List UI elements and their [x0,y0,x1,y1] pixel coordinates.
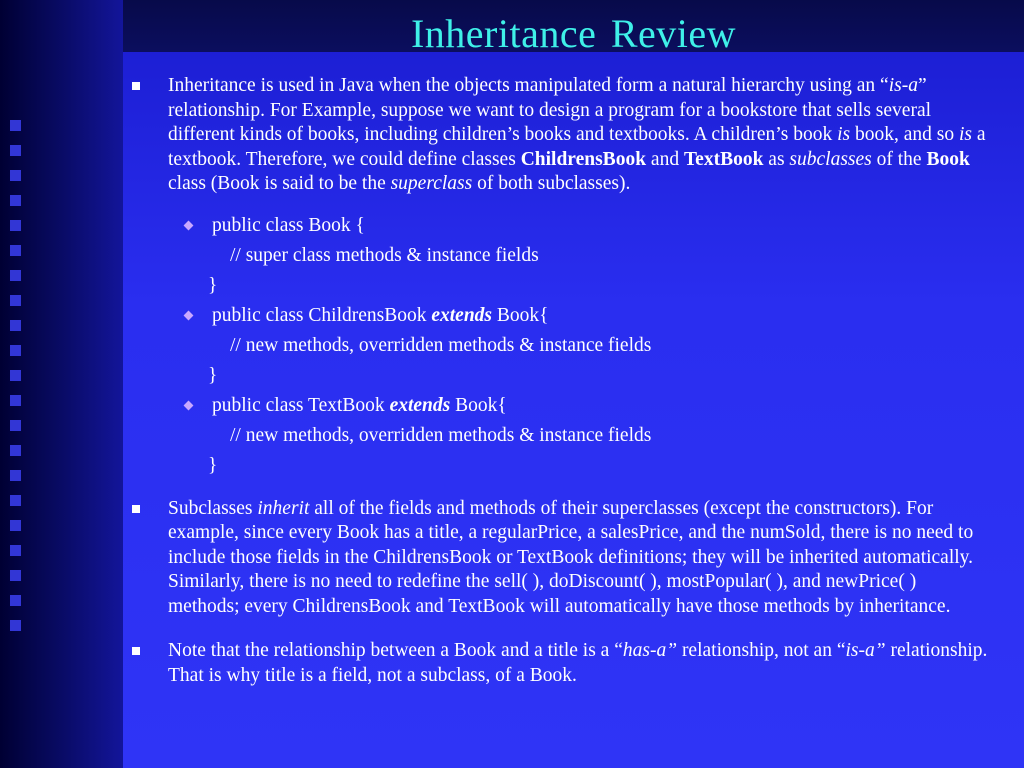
slide-content [130,74,990,708]
decor-square [10,295,21,306]
decor-square [10,195,21,206]
text-run: relationship. That is why title is a field, not a subclass, of a Book. [168,640,988,686]
code-text: // super class methods & instance fields [230,244,539,266]
text-run-italic: is-a [888,75,918,96]
code-text: Book{ [450,394,507,416]
code-line [130,361,990,391]
text-run-italic: is-a” [845,640,886,661]
code-text: public class TextBook [212,394,390,416]
decor-square [10,345,21,356]
text-run-italic: inherit [257,497,310,519]
decor-square [10,120,21,131]
text-run: book, and so [850,124,959,145]
text-run: class (Book is said to be the [168,173,391,194]
square-bullet-icon [132,82,140,90]
code-text: public class Book { [212,214,365,236]
slide-title: Inheritance Review [410,11,737,56]
code-text: } [208,454,218,476]
code-line [130,331,990,361]
code-line [130,451,990,481]
square-bullet-icon [132,647,140,655]
bullet-subclasses-inherit [130,497,990,620]
text-run: a textbook. Therefore, we could define classes [168,124,986,170]
decor-square [10,270,21,281]
code-line [130,301,990,331]
bullet-has-a-note [130,639,990,688]
decor-square [10,470,21,481]
diamond-bullet-icon [184,400,194,410]
decor-square [10,245,21,256]
code-text: public class ChildrensBook [212,304,432,326]
code-text: } [208,364,218,386]
text-run-italic: superclass [390,173,473,194]
text-run: Note that the relationship between a Book and a title is a “ [168,640,623,661]
code-text: // new methods, overridden methods & instance fields [230,424,652,446]
text-run-bold: Book [926,148,970,170]
code-text: Book{ [492,304,549,326]
code-keyword: extends [431,304,493,326]
code-line [130,271,990,301]
text-run-bold: TextBook [683,148,764,170]
decor-square [10,595,21,606]
text-run: ” relationship. For Example, suppose we want to design a program for a bookstore that sells several different kinds of books, including children’s books and textbooks. A children’s book [168,75,932,145]
decor-square [10,445,21,456]
decor-square [10,320,21,331]
text-run: and [646,148,684,170]
text-run: Subclasses [168,497,258,519]
code-line [130,211,990,241]
code-text: // new methods, overridden methods & instance fields [230,334,652,356]
decor-square [10,220,21,231]
code-keyword: extends [389,394,451,416]
text-run: of the [871,148,927,170]
text-run-italic: is [837,124,851,145]
text-run-italic: has-a” [622,640,678,661]
decor-square [10,570,21,581]
text-run: Inheritance is used in Java when the objects manipulated form a natural hierarchy using an “ [168,75,889,96]
text-run-bold: ChildrensBook [520,148,647,170]
text-run-italic: is [958,124,972,145]
text-run: as [763,148,790,170]
bullet-inheritance-intro [130,74,990,197]
left-decor-strip [0,0,123,768]
decor-square [10,395,21,406]
code-text: } [208,274,218,296]
decor-square [10,170,21,181]
decor-square [10,495,21,506]
text-run-italic: subclasses [789,148,872,170]
square-bullet-icon [132,505,140,513]
text-run: all of the fields and methods of their superclasses (except the constructors). For example, since every Book has a title, a regularPrice, a salesPrice, and the numSold, there is no need to include those fields in the ChildrensBook or TextBook definitions; they will be inherited automatically. Similarly, there is no need to redefine the sell( ), doDiscount( ), mostPopular( ), and newPrice( ) methods; every ChildrensBook and TextBook will automatically have those methods by inheritance. [168,497,974,617]
text-run: of both subclasses). [472,173,631,194]
decor-square [10,520,21,531]
code-line [130,421,990,451]
code-line [130,241,990,271]
diamond-bullet-icon [184,310,194,320]
decor-square [10,545,21,556]
code-line [130,391,990,421]
decor-square [10,420,21,431]
decor-square [10,370,21,381]
diamond-bullet-icon [184,220,194,230]
code-example-list [130,211,990,481]
text-run: relationship, not an “ [677,640,846,661]
decor-square [10,145,21,156]
decor-square [10,620,21,631]
